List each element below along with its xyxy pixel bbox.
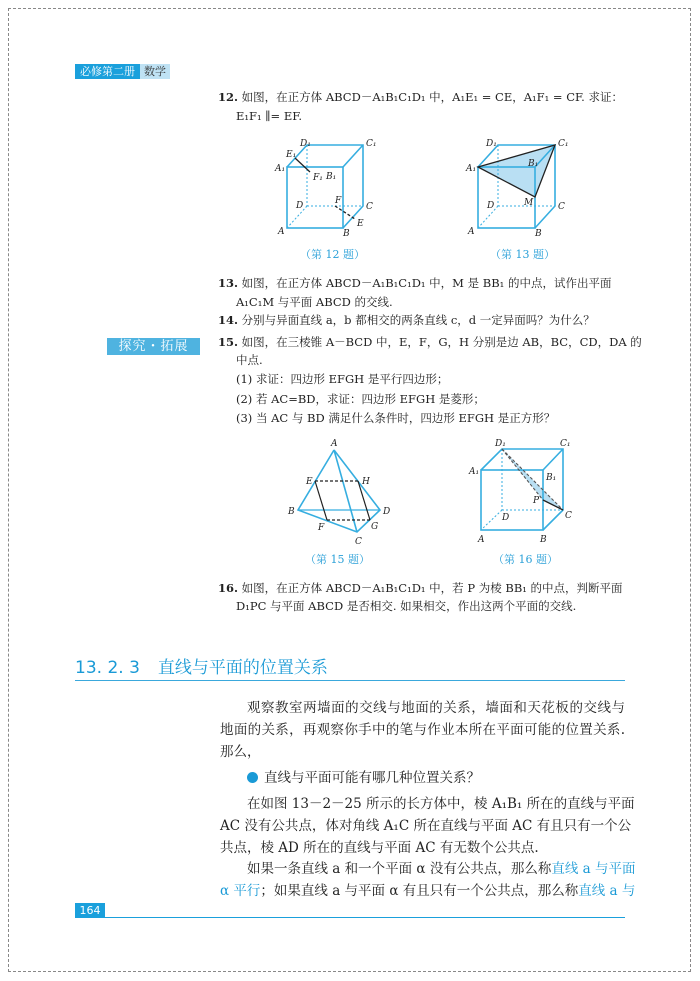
- label-A: A: [331, 439, 338, 449]
- label-B: B: [343, 229, 350, 239]
- exercise-number: 15.: [218, 335, 239, 349]
- label-C: C: [558, 202, 565, 212]
- exercise-number: 12.: [218, 90, 239, 104]
- figure-12-cube: [287, 145, 363, 228]
- label-G: G: [371, 522, 379, 532]
- paragraph-line: 地面的关系，再观察你手中的笔与作业本所在平面可能的位置关系.: [220, 722, 625, 738]
- label-H: H: [362, 477, 370, 487]
- exercise-text: 分别与异面直线 a，b 都相交的两条直线 c，d 一定异面吗？为什么？: [241, 313, 595, 327]
- exercise-number: 16.: [218, 581, 239, 595]
- section-heading: [75, 653, 328, 678]
- label-D1: D₁: [300, 139, 311, 149]
- paragraph-line: 那么，: [220, 744, 261, 760]
- exercise-12-cont: E₁F₁ ∥= EF.: [236, 109, 303, 123]
- label-D: D: [383, 507, 391, 517]
- exercise-text: 如图，在正方体 ABCD－A₁B₁C₁D₁ 中，M 是 BB₁ 的中点，试作出平面: [241, 276, 612, 290]
- paragraph-line: AC 没有公共点，体对角线 A₁C 所在直线与平面 AC 有且只有一个公: [220, 818, 632, 834]
- label-D: D: [296, 201, 304, 211]
- label-A1: A₁: [275, 164, 286, 174]
- exercise-15-part1: (1) 求证：四边形 EFGH 是平行四边形；: [236, 372, 449, 386]
- label-D: D: [487, 201, 495, 211]
- exercise-text: 如图，在正方体 ABCD－A₁B₁C₁D₁ 中，若 P 为棱 BB₁ 的中点，判断平面: [241, 581, 623, 595]
- figure-13-cube: [478, 145, 555, 228]
- exercise-15-part2: (2) 若 AC=BD，求证：四边形 EFGH 是菱形；: [236, 392, 485, 406]
- label-C1: C₁: [558, 139, 569, 149]
- figure-12-caption: （第 12 题）: [300, 248, 365, 261]
- label-E1: E₁: [286, 150, 297, 160]
- page-number: 164: [75, 903, 105, 918]
- term-parallel-cont: α 平行: [220, 883, 261, 899]
- figure-16-caption: （第 16 题）: [493, 553, 558, 566]
- paragraph-line: 观察教室两墙面的交线与地面的关系，墙面和天花板的交线与: [247, 700, 625, 716]
- exercise-16-cont: D₁PC 与平面 ABCD 是否相交. 如果相交，作出这两个平面的交线.: [236, 599, 577, 613]
- section-title: 直线与平面的位置关系: [157, 658, 328, 678]
- label-B: B: [288, 507, 295, 517]
- exercise-text: 如图，在正方体 ABCD－A₁B₁C₁D₁ 中，A₁E₁ = CE，A₁F₁ = CF. 求证：: [241, 90, 623, 104]
- label-E: E: [306, 477, 313, 487]
- label-A: A: [278, 227, 285, 237]
- exercise-13-cont: A₁C₁M 与平面 ABCD 的交线.: [236, 295, 393, 309]
- paragraph-line: [220, 857, 636, 877]
- label-A1: A₁: [466, 164, 477, 174]
- label-P: P: [533, 496, 540, 506]
- label-B1: B₁: [546, 473, 557, 483]
- exercise-text: 如图，在三棱锥 A－BCD 中，E，F，G，H 分别是边 AB，BC，CD，DA 的: [241, 335, 642, 349]
- guiding-question: [247, 766, 480, 786]
- exercise-number: 14.: [218, 313, 239, 327]
- term-parallel: 直线 a 与平面: [551, 861, 636, 877]
- label-D1: D₁: [486, 139, 497, 149]
- exercise-15-part3: (3) 当 AC 与 BD 满足什么条件时，四边形 EFGH 是正方形？: [236, 411, 556, 425]
- label-F: F: [318, 523, 325, 533]
- paragraph-line: [220, 879, 636, 899]
- label-C1: C₁: [366, 139, 377, 149]
- label-E: E: [357, 219, 364, 229]
- label-A: A: [478, 535, 485, 545]
- figure-15-caption: （第 15 题）: [305, 553, 370, 566]
- label-F: F: [335, 196, 342, 206]
- label-D1: D₁: [495, 439, 506, 449]
- text-span: 如果一条直线 a 和一个平面 α 没有公共点，那么称: [247, 861, 552, 877]
- label-M: M: [524, 198, 534, 208]
- book-label: 必修第二册: [75, 64, 140, 79]
- label-C: C: [355, 537, 362, 547]
- guiding-question-text: 直线与平面可能有哪几种位置关系？: [264, 770, 480, 786]
- section-number: 13. 2. 3: [75, 658, 140, 678]
- label-B1: B₁: [528, 159, 539, 169]
- bullet-dot-icon: [247, 772, 258, 783]
- section-divider: [75, 680, 625, 681]
- paragraph-line: 在如图 13－2－25 所示的长方体中，棱 A₁B₁ 所在的直线与平面: [247, 796, 635, 812]
- label-C1: C₁: [560, 439, 571, 449]
- explore-extend-label: 探究・拓展: [107, 338, 200, 355]
- label-C: C: [565, 511, 572, 521]
- footer-line: [105, 917, 625, 918]
- text-span: ；如果直线 a 与平面 α 有且只有一个公共点，那么称: [260, 883, 579, 899]
- label-D: D: [502, 513, 510, 523]
- label-C: C: [366, 202, 373, 212]
- label-B: B: [535, 229, 542, 239]
- label-A1: A₁: [469, 467, 480, 477]
- paragraph-line: 共点，棱 AD 所在的直线与平面 AC 有无数个公共点.: [220, 840, 539, 856]
- label-A: A: [468, 227, 475, 237]
- figure-15-tetrahedron: [298, 450, 380, 532]
- label-F1: F₁: [313, 173, 323, 183]
- label-B1: B₁: [326, 172, 337, 182]
- label-B: B: [540, 535, 547, 545]
- exercise-15-cont: 中点.: [236, 353, 263, 367]
- figure-13-caption: （第 13 题）: [490, 248, 555, 261]
- exercise-number: 13.: [218, 276, 239, 290]
- subject-label: 数学: [140, 64, 170, 79]
- figure-16-cube: [481, 449, 563, 530]
- term-intersect: 直线 a 与: [578, 883, 636, 899]
